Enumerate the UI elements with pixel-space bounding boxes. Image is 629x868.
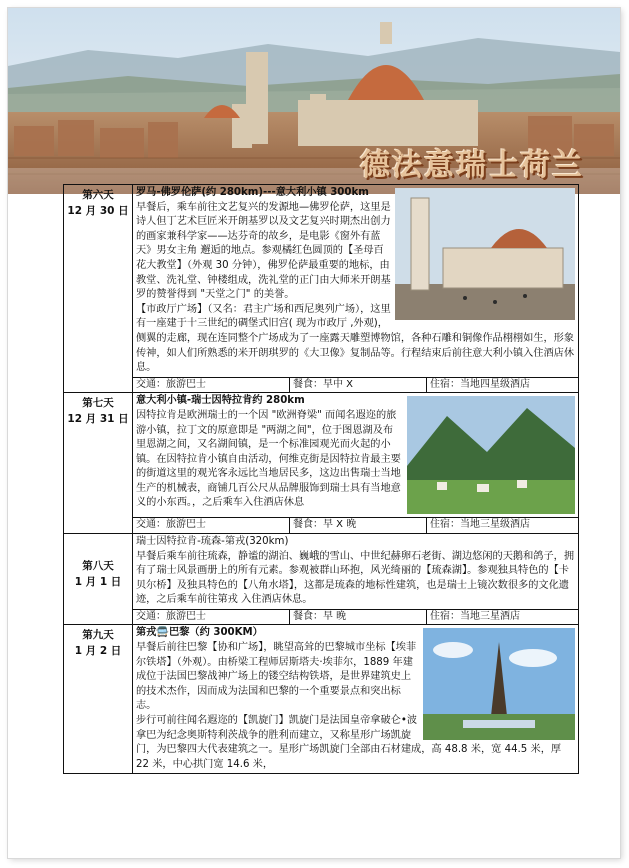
day-date: 12 月 30 日 (67, 205, 129, 217)
info-row (64, 518, 579, 534)
meals-cell: 餐食：早中 X (290, 377, 427, 393)
transport-cell: 交通：旅游巴士 (133, 518, 290, 534)
meals-cell: 餐食：早 X 晚 (290, 518, 427, 534)
banner-title: 德法意瑞士荷兰 (360, 148, 584, 183)
paris-photo (423, 628, 575, 740)
interlaken-photo (407, 396, 575, 514)
day-row (64, 533, 579, 609)
banner (8, 8, 620, 194)
day-title: 罗马-佛罗伦萨(约 280km)---意大利小镇 300km (136, 187, 369, 198)
day-paragraph: 早餐后乘车前往琉森，静谧的湖泊、巍峨的雪山、中世纪赫卵石老街、湖边悠闲的天鹅和鸽子，拥有了瑞士风景画册上的所有元素。参观被群山环抱，风光绮丽的【琉森湖】。参观独具特色的【卡贝尔桥】及独具特色的【八角水塔】，这都是琉森的地标性建筑，也是瑞士上镜次数很多的文化遗迹，之后乘车前往第戎 入住酒店休息。 (136, 550, 575, 606)
day-paragraph: 早餐后，乘车前往文艺复兴的发源地—佛罗伦萨，这里是诗人但丁艺术巨匠米开朗基罗以及文艺复兴时期杰出创力的画家兼科学家——达芬奇的故乡，是电影《窗外有蓝天》男女主角 邂逅的地点。参观橘红色圆顶的【圣母百花大教堂】（外观 30 分钟），佛罗伦萨最重要的地标，由教堂、洗礼堂、钟楼组成，洗礼堂的正门由大师米开朗基罗的赞誉得到 "天堂之门" 的美誉。 (136, 201, 391, 301)
day-date: 1 月 2 日 (74, 645, 122, 658)
day-label: 第七天 (82, 397, 114, 410)
day-cell (64, 185, 133, 393)
hotel-cell: 住宿：当地三星酒店 (427, 609, 579, 625)
day-description (133, 393, 579, 518)
day-title: 第戎🚍巴黎（约 300KM） (136, 627, 263, 639)
day-date: 12 月 31 日 (67, 413, 129, 426)
info-row (64, 609, 579, 625)
day-label: 第八天 (82, 559, 114, 572)
duomo-photo (395, 188, 575, 320)
day-cell (64, 533, 133, 625)
day-description (133, 185, 579, 378)
day-row (64, 185, 579, 378)
day-row (64, 625, 579, 774)
transport-cell: 交通：旅游巴士 (133, 377, 290, 393)
info-row (64, 377, 579, 393)
hotel-cell: 住宿：当地三星级酒店 (427, 518, 579, 534)
day-title: 意大利小镇-瑞士因特拉肯约 280km (136, 395, 305, 407)
day-description (133, 533, 579, 609)
day-label: 第六天 (82, 189, 114, 201)
day-cell (64, 393, 133, 534)
day-date: 1 月 1 日 (74, 575, 122, 588)
day-description (133, 625, 579, 774)
day-paragraph: 步行可前往闻名遐迩的【凯旋门】凯旋门是法国皇帝拿破仑•波拿巴为纪念奥斯特利茨战争的胜利而建立，又称星形广场凯旋门，为巴黎四大代表建筑之一。星形广场凯旋门全部由石材建成，高 48.8 米，宽 44.5 米，厚 22 米，中心拱门宽 14.6 米， (136, 715, 562, 770)
transport-cell: 交通：旅游巴士 (133, 609, 290, 625)
day-label: 第九天 (82, 629, 114, 642)
day-paragraph: 【市政厅广场】（又名：君主广场和西尼奥列广场），这里有一座建于十三世纪的碉堡式旧宫( 现为市政厅 ,外观)，侧翼的走廊，现在连同整个广场成为了一座露天雕塑博物馆，各种石雕和铜像作品栩栩如生，形象传神，如人们所熟悉的米开朗琪罗的《大卫像》复制品等。行程结束后前往意大利小镇入住酒店休息。 (136, 303, 575, 374)
day-paragraph: 早餐后前往巴黎【协和广场】，眺望高耸的巴黎城市坐标【埃菲尔铁塔】（外观）。由桥梁工程师居斯塔夫·埃菲尔，1889 年建成位于法国巴黎战神广场上的镂空结构铁塔，是世界建筑史上的技术杰作，因而成为法国和巴黎的一个重要景点和突出标志。 (136, 642, 417, 712)
hotel-cell: 住宿：当地四星级酒店 (427, 377, 579, 393)
day-row (64, 393, 579, 518)
day-cell (64, 625, 133, 774)
day-paragraph: 因特拉肯是欧洲瑞士的一个因 "欧洲脊梁" 而闻名遐迩的旅游小镇，拉丁文的原意即是 "两湖之间"，位于图恩湖及布里恩湖之间，又名湖间镇，是一个标准园观光而火起的小镇。在因特拉肯小镇自由活动，何维克街是因特拉肯最主要的街道这里的观光客永远比当地居民多，这边出售瑞士当地生产的机械表，商铺几百公尺从品牌服饰到瑞士具有当地意义的小东西。，之后乘车入住酒店休息 (136, 409, 401, 509)
meals-cell: 餐食：早 晚 (290, 609, 427, 625)
itinerary-table (63, 184, 579, 774)
day-title: 瑞士因特拉肯-琉森-第戎(320km) (136, 535, 289, 547)
